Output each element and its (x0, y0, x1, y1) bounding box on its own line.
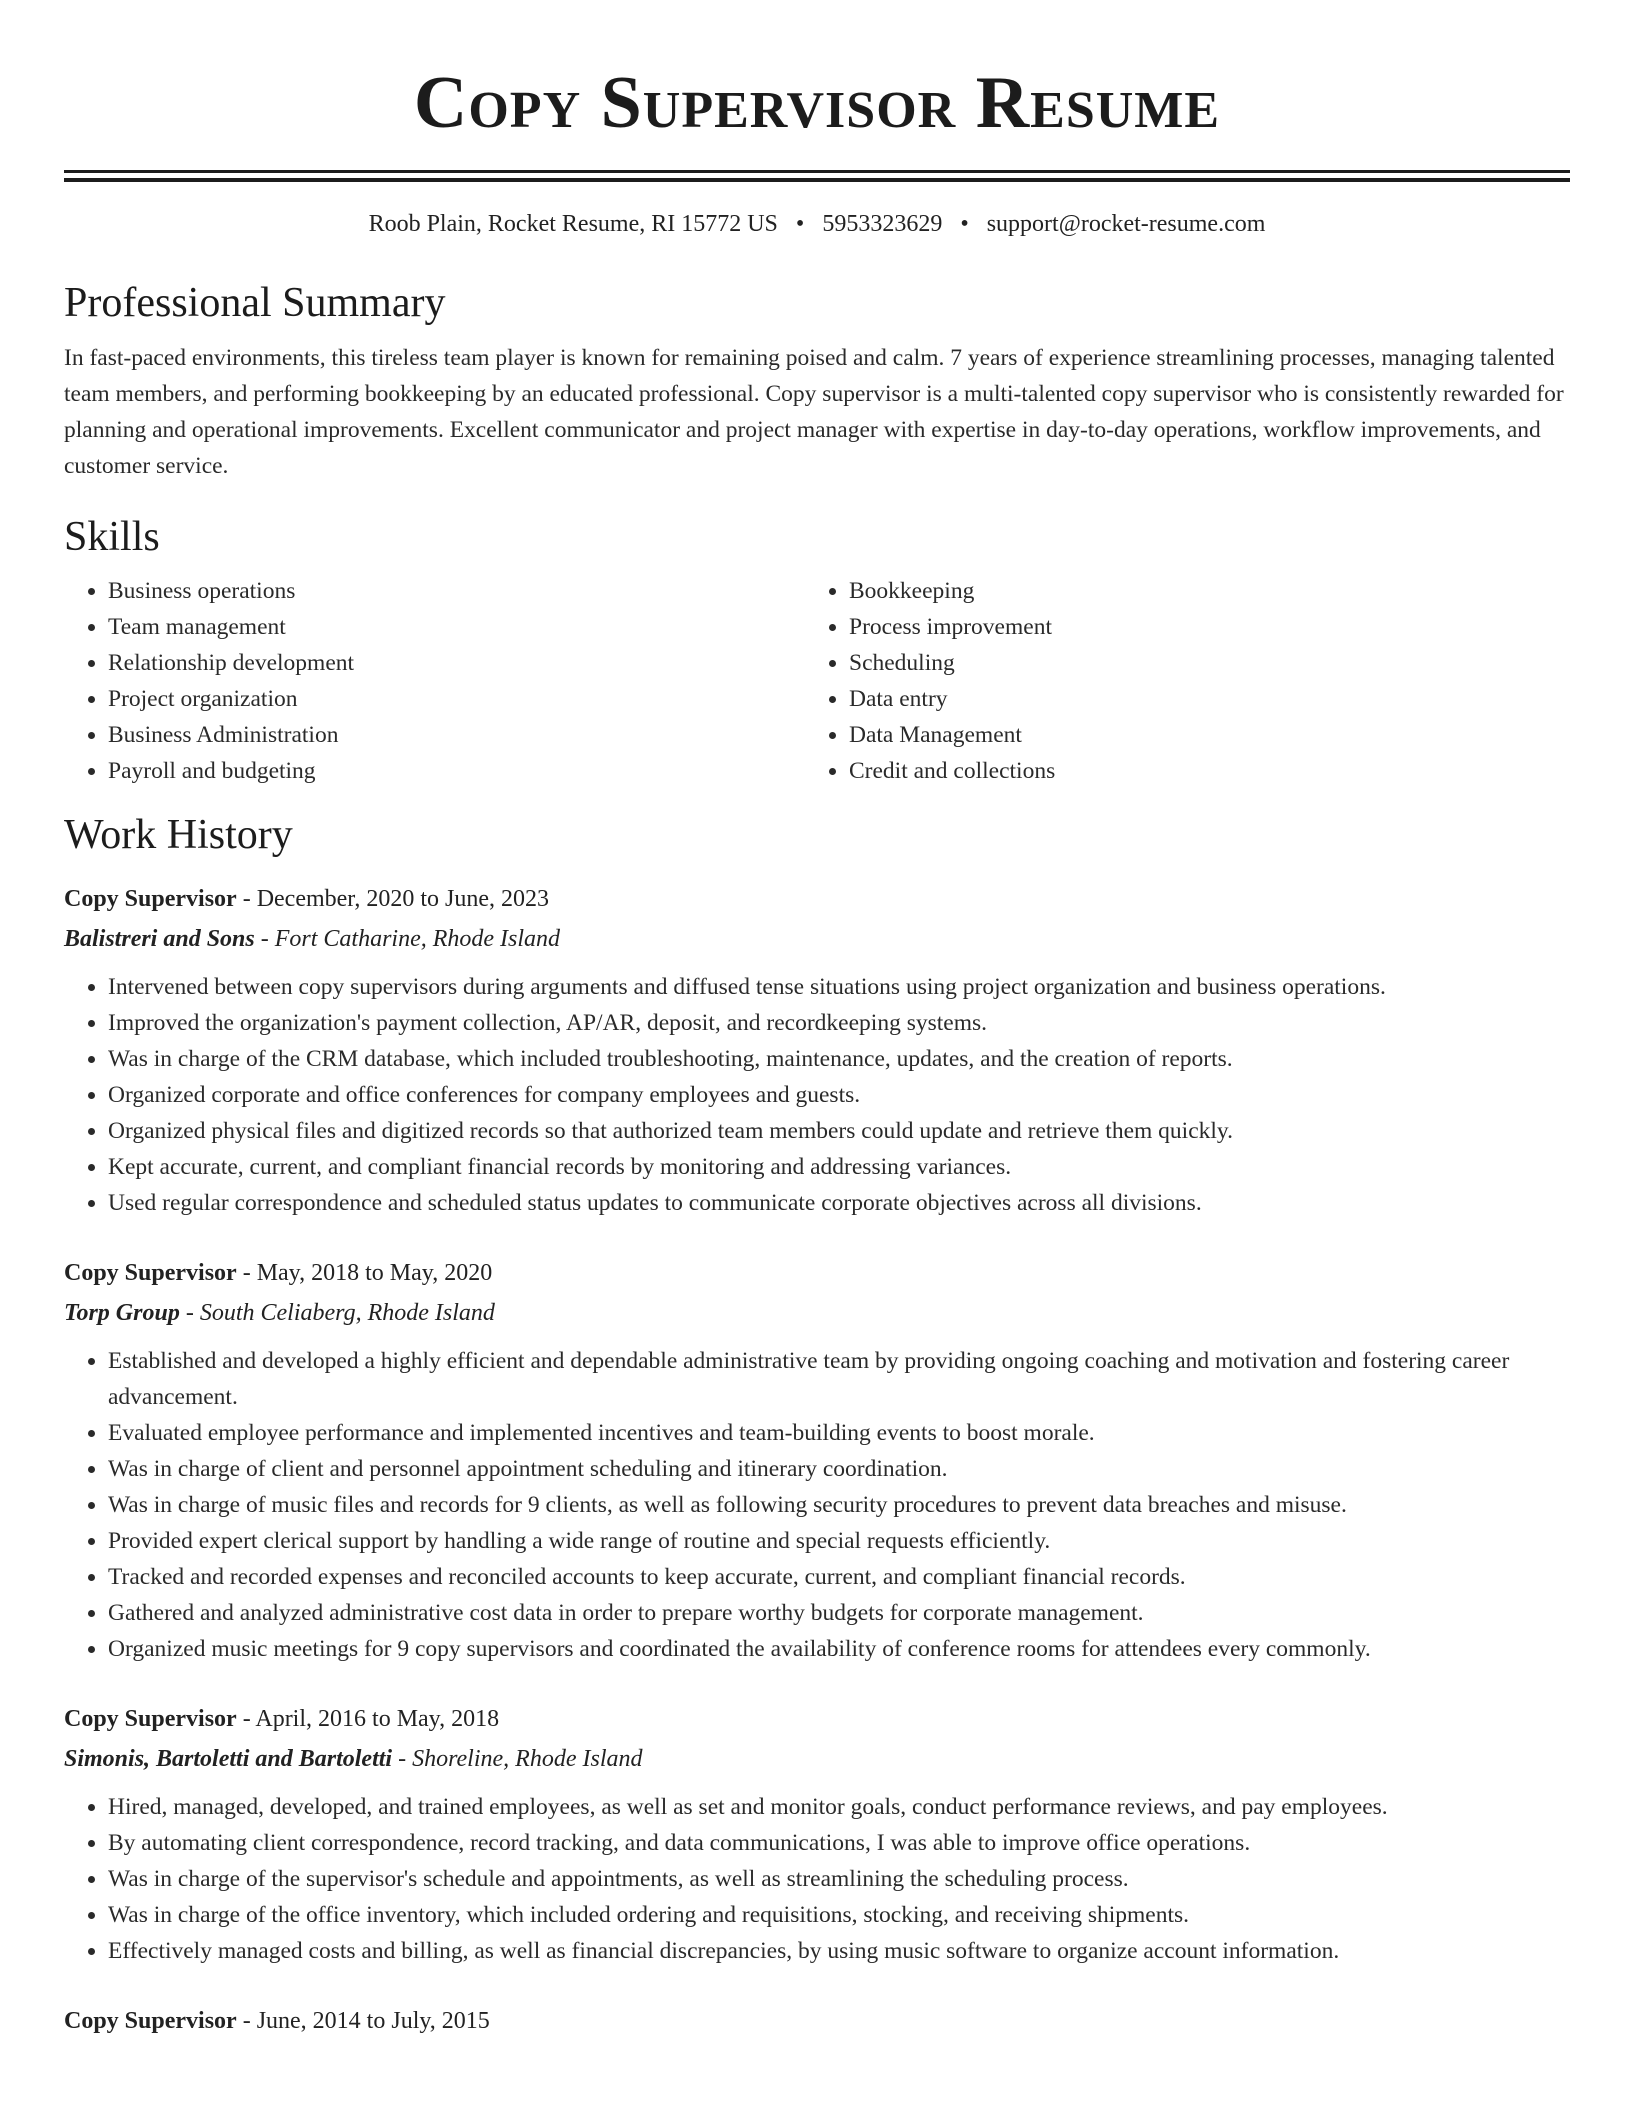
skills-column-right (805, 573, 1546, 789)
section-heading-summary: Professional Summary (64, 280, 446, 326)
job-bullet: • Evaluated employee performance and implemented incentives and team-building events to boost morale. (108, 1415, 1570, 1451)
job-bullet: • Kept accurate, current, and compliant financial records by monitoring and addressing variances. (108, 1149, 1570, 1185)
skill-item: • Payroll and budgeting (108, 753, 805, 789)
job-bullet: • Organized corporate and office conferences for company employees and guests. (108, 1077, 1570, 1113)
skill-item: • Team management (108, 609, 805, 645)
job-entry (64, 1253, 1570, 1667)
contact-address: Roob Plain, Rocket Resume, RI 15772 US (368, 211, 778, 237)
contact-line (64, 208, 1570, 240)
job-bullet: • Hired, managed, developed, and trained employees, as well as set and monitor goals, conduct performance reviews, and pay employees. (108, 1789, 1570, 1825)
summary-text: In fast-paced environments, this tireless team player is known for remaining poised and calm. 7 years of experience streamlining processes, managing talented team members, and performing bookkeeping by an educated professional. Copy supervisor is a multi-talented copy supervisor who is consistently rewarded for planning and operational improvements. Excellent communicator and project manager with expertise in day-to-day operations, workflow improvements, and customer service. (64, 345, 1564, 479)
section-heading-skills: Skills (64, 514, 160, 560)
skill-item: • Data Management (849, 717, 1546, 753)
job-bullet: • Organized music meetings for 9 copy supervisors and coordinated the availability of conference rooms for attendees every commonly. (108, 1631, 1570, 1667)
job-entry (64, 879, 1570, 1221)
job-entry (64, 2001, 1570, 2041)
job-title-line: Copy Supervisor - June, 2014 to July, 2015 (64, 2008, 490, 2034)
job-bullets (64, 1343, 1570, 1667)
contact-phone: 5953323629 (822, 211, 943, 237)
job-bullet: • Used regular correspondence and scheduled status updates to communicate corporate objectives across all divisions. (108, 1185, 1570, 1221)
job-bullet: • Provided expert clerical support by handling a wide range of routine and special requests efficiently. (108, 1523, 1570, 1559)
contact-email: support@rocket-resume.com (986, 211, 1266, 237)
job-title: Copy Supervisor (64, 886, 237, 912)
company-name: Simonis, Bartoletti and Bartoletti (64, 1746, 393, 1772)
company-location: Fort Catharine, Rhode Island (274, 926, 561, 952)
company-line: Torp Group - South Celiaberg, Rhode Island (64, 1300, 495, 1326)
company-name: Balistreri and Sons (64, 926, 255, 952)
job-bullet: • Tracked and recorded expenses and reconciled accounts to keep accurate, current, and compliant financial records. (108, 1559, 1570, 1595)
job-title: Copy Supervisor (64, 2008, 237, 2034)
job-bullet: • Gathered and analyzed administrative cost data in order to prepare worthy budgets for corporate management. (108, 1595, 1570, 1631)
company-line: Balistreri and Sons - Fort Catharine, Rhode Island (64, 926, 561, 952)
job-title: Copy Supervisor (64, 1260, 237, 1286)
job-dates: April, 2016 to May, 2018 (255, 1706, 500, 1732)
skill-item: • Process improvement (849, 609, 1546, 645)
job-bullet: • Was in charge of music files and records for 9 clients, as well as following security procedures to prevent data breaches and misuse. (108, 1487, 1570, 1523)
job-dates: May, 2018 to May, 2020 (256, 1260, 493, 1286)
job-bullet: • Was in charge of the CRM database, which included troubleshooting, maintenance, updates, and the creation of reports. (108, 1041, 1570, 1077)
job-bullets (64, 969, 1570, 1221)
job-entry (64, 1699, 1570, 1969)
skill-item: • Business Administration (108, 717, 805, 753)
job-title: Copy Supervisor (64, 1706, 237, 1732)
job-title-line: Copy Supervisor - May, 2018 to May, 2020 (64, 1260, 493, 1286)
title-double-rule (64, 170, 1570, 173)
job-bullet: • Was in charge of client and personnel appointment scheduling and itinerary coordination. (108, 1451, 1570, 1487)
job-title-line: Copy Supervisor - December, 2020 to June, 2023 (64, 886, 549, 912)
company-location: South Celiaberg, Rhode Island (199, 1300, 495, 1326)
company-location: Shoreline, Rhode Island (412, 1746, 643, 1772)
skill-item: • Data entry (849, 681, 1546, 717)
job-bullets (64, 1789, 1570, 1969)
skill-item: • Project organization (108, 681, 805, 717)
section-heading-work-history: Work History (64, 812, 293, 858)
resume-title: Copy Supervisor Resume (413, 62, 1221, 144)
job-title-line: Copy Supervisor - April, 2016 to May, 2018 (64, 1706, 500, 1732)
contact-separator: • (795, 211, 805, 237)
skill-item: • Scheduling (849, 645, 1546, 681)
company-line: Simonis, Bartoletti and Bartoletti - Shoreline, Rhode Island (64, 1746, 643, 1772)
job-bullet: • Intervened between copy supervisors during arguments and diffused tense situations using project organization and business operations. (108, 969, 1570, 1005)
skill-item: • Relationship development (108, 645, 805, 681)
job-bullet: • By automating client correspondence, record tracking, and data communications, I was able to improve office operations. (108, 1825, 1570, 1861)
job-bullet: • Improved the organization's payment collection, AP/AR, deposit, and recordkeeping systems. (108, 1005, 1570, 1041)
company-name: Torp Group (64, 1300, 180, 1326)
job-bullet: • Was in charge of the supervisor's schedule and appointments, as well as streamlining the scheduling process. (108, 1861, 1570, 1897)
skills-column-left (64, 573, 805, 789)
resume-page (64, 0, 1570, 2041)
job-dates: December, 2020 to June, 2023 (256, 886, 549, 912)
skill-item: • Credit and collections (849, 753, 1546, 789)
job-dates: June, 2014 to July, 2015 (256, 2008, 490, 2034)
job-bullet: • Organized physical files and digitized records so that authorized team members could update and retrieve them quickly. (108, 1113, 1570, 1149)
job-bullet: • Established and developed a highly efficient and dependable administrative team by providing ongoing coaching and motivation and fostering career advancement. (108, 1343, 1570, 1415)
job-bullet: • Effectively managed costs and billing, as well as financial discrepancies, by using music software to organize account information. (108, 1933, 1570, 1969)
skill-item: • Business operations (108, 573, 805, 609)
contact-separator: • (960, 211, 969, 237)
job-bullet: • Was in charge of the office inventory, which included ordering and requisitions, stocking, and receiving shipments. (108, 1897, 1570, 1933)
skill-item: • Bookkeeping (849, 573, 1546, 609)
skills-grid (64, 573, 1570, 789)
